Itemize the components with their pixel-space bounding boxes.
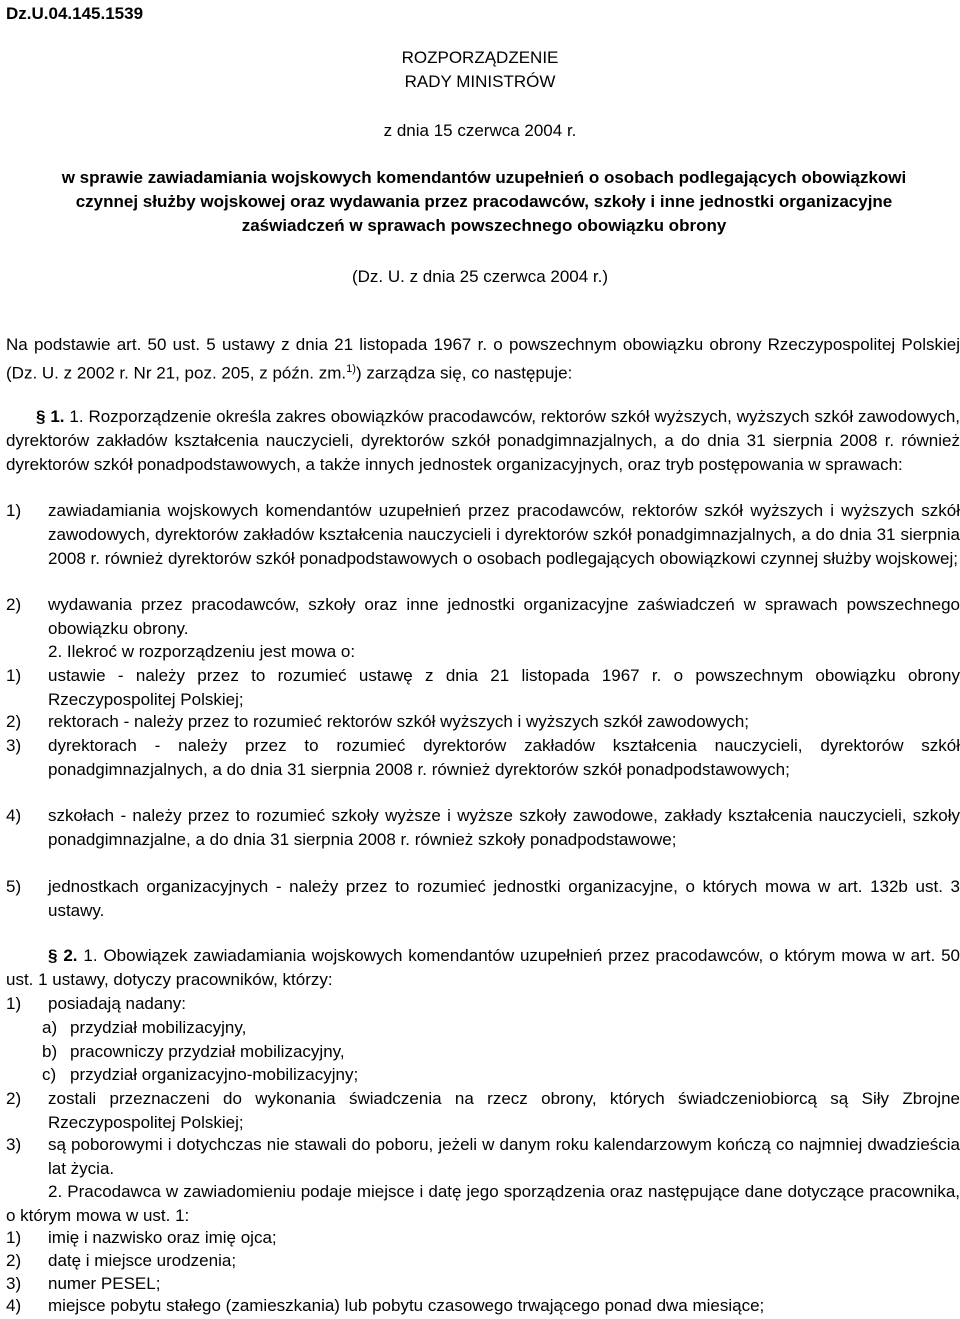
item-number: 4) — [6, 806, 22, 825]
sub-item-text: pracowniczy przydział mobilizacyjny, — [70, 1042, 345, 1061]
sub-item-text: przydział organizacyjno-mobilizacyjny; — [70, 1065, 359, 1084]
paragraph-text: Rozporządzenie określa zakres obowiązków pracodawców, rektorów szkół wyższych, wyższych szkół zawodowych, dyrektorów zakładów kształcenia nauczycieli, dyrektorów szkół ponadgimnazjalnych, a do dnia 31 sierpnia 2008 r. również dyrektorów szkół ponadpodstawowych, a także innych jednostek organizacyjnych, oraz tryb postępowania w sprawach: — [6, 407, 960, 474]
section-1-paragraph-2 — [6, 640, 960, 664]
list-item — [6, 992, 960, 1016]
list-item — [6, 875, 960, 923]
list-item — [6, 734, 960, 782]
item-number: 3) — [6, 1135, 22, 1154]
sub-item-letter: c) — [42, 1065, 57, 1084]
paragraph-number: 1. — [69, 407, 84, 426]
item-number: 5) — [6, 877, 22, 896]
section-2-paragraph-2 — [6, 1180, 960, 1228]
document-title: ROZPORZĄDZENIE — [401, 48, 559, 67]
paragraph-text: 2. Ilekroć w rozporządzeniu jest mowa o: — [48, 642, 356, 661]
item-number: 2) — [6, 1251, 22, 1270]
preamble-tail: ) zarządza się, co następuje: — [355, 363, 573, 383]
item-text: szkołach - należy przez to rozumieć szkoły wyższe i wyższe szkoły zawodowe, zakłady kształcenia nauczycieli, szkoły ponadgimnazjalne, a do dnia 31 sierpnia 2008 r. również szkoły ponadpodstawowe; — [48, 806, 960, 849]
sub-item-letter: b) — [42, 1042, 58, 1061]
item-text: zostali przeznaczeni do wykonania świadczenia na rzecz obrony, których świadczeniobiorcą są Siły Zbrojne Rzeczypospolitej Polskiej; — [48, 1089, 960, 1132]
item-number: 1) — [6, 1228, 22, 1247]
item-number: 3) — [6, 1274, 22, 1293]
publication-note: (Dz. U. z dnia 25 czerwca 2004 r.) — [351, 267, 609, 286]
sub-item-text: przydział mobilizacyjny, — [70, 1018, 247, 1037]
item-number: 2) — [6, 595, 22, 614]
list-item — [6, 1272, 960, 1296]
preamble-text: Na podstawie art. 50 ust. 5 ustawy z dnia 21 listopada 1967 r. o powszechnym obowiązku obrony Rzeczypospolitej Polskiej (Dz. U. z 2002 r. Nr 21, poz. 205, z późn. zm. — [6, 335, 960, 383]
item-text: posiadają nadany: — [48, 994, 187, 1013]
item-number: 1) — [6, 994, 22, 1013]
sub-item — [42, 1016, 942, 1040]
list-item — [6, 1226, 960, 1250]
issuing-authority: RADY MINISTRÓW — [404, 72, 556, 91]
item-text: miejsce pobytu stałego (zamieszkania) lub pobytu czasowego trwającego ponad dwa miesiące; — [48, 1296, 765, 1315]
item-text: numer PESEL; — [48, 1274, 161, 1293]
paragraph-text: 2. Pracodawca w zawiadomieniu podaje miejsce i datę jego sporządzenia oraz następujące dane dotyczące pracownika, o którym mowa w ust. 1: — [6, 1182, 960, 1225]
section-2-marker: § 2. — [48, 946, 78, 965]
list-item — [6, 664, 960, 712]
item-number: 1) — [6, 666, 22, 685]
item-text: imię i nazwisko oraz imię ojca; — [48, 1228, 277, 1247]
preamble — [6, 333, 960, 386]
sub-item — [42, 1063, 942, 1087]
document-subject: w sprawie zawiadamiania wojskowych komendantów uzupełnień o osobach podlegających obowiązkowi czynnej służby wojskowej oraz wydawania przez pracodawców, szkoły i inne jednostki organizacyjne zaświadczeń w sprawach powszechnego obowiązku obrony — [61, 168, 907, 235]
journal-reference: Dz.U.04.145.1539 — [6, 4, 144, 23]
item-text: wydawania przez pracodawców, szkoły oraz inne jednostki organizacyjne zaświadczeń w sprawach powszechnego obowiązku obrony. — [48, 595, 960, 638]
list-item — [6, 1087, 960, 1135]
list-item — [6, 1294, 960, 1318]
paragraph-text: Obowiązek zawiadamiania wojskowych komendantów uzupełnień przez pracodawców, o którym mowa w art. 50 ust. 1 ustawy, dotyczy pracowników, którzy: — [6, 946, 960, 989]
list-item — [6, 710, 960, 734]
list-item — [6, 1133, 960, 1181]
item-number: 4) — [6, 1296, 22, 1315]
list-item — [6, 499, 960, 571]
item-text: ustawie - należy przez to rozumieć ustawę z dnia 21 listopada 1967 r. o powszechnym obowiązku obrony Rzeczypospolitej Polskiej; — [48, 666, 960, 709]
item-number: 3) — [6, 736, 22, 755]
list-item — [6, 1249, 960, 1273]
item-number: 1) — [6, 501, 22, 520]
sub-item-letter: a) — [42, 1018, 58, 1037]
item-text: dyrektorach - należy przez to rozumieć dyrektorów zakładów kształcenia nauczycieli, dyrektorów szkół ponadgimnazjalnych, a do dnia 31 sierpnia 2008 r. również dyrektorów szkół ponadpodstawowych; — [48, 736, 960, 779]
item-text: zawiadamiania wojskowych komendantów uzupełnień przez pracodawców, rektorów szkół wyższych i wyższych szkół zawodowych, dyrektorów zakładów kształcenia nauczycieli i dyrektorów szkół ponadgimnazjalnych, a do dnia 31 sierpnia 2008 r. również dyrektorów szkół ponadpodstawowych o osobach podlegających obowiązkowi czynnej służby wojskowej; — [48, 501, 960, 568]
item-number: 2) — [6, 712, 22, 731]
document-date: z dnia 15 czerwca 2004 r. — [383, 121, 577, 140]
footnote-marker: 1) — [346, 363, 356, 375]
section-2-paragraph-1 — [6, 944, 960, 992]
section-1-marker: § 1. — [36, 407, 65, 426]
item-text: są poborowymi i dotychczas nie stawali do poboru, jeżeli w danym roku kalendarzowym kończą co najmniej dwadzieścia lat życia. — [48, 1135, 960, 1178]
item-text: datę i miejsce urodzenia; — [48, 1251, 237, 1270]
item-text: rektorach - należy przez to rozumieć rektorów szkół wyższych i wyższych szkół zawodowych; — [48, 712, 749, 731]
item-number: 2) — [6, 1089, 22, 1108]
section-1-paragraph-1 — [6, 405, 960, 477]
list-item — [6, 593, 960, 641]
paragraph-number: 1. — [83, 946, 98, 965]
sub-item — [42, 1040, 942, 1064]
list-item — [6, 804, 960, 852]
item-text: jednostkach organizacyjnych - należy przez to rozumieć jednostki organizacyjne, o których mowa w art. 132b ust. 3 ustawy. — [48, 877, 960, 920]
